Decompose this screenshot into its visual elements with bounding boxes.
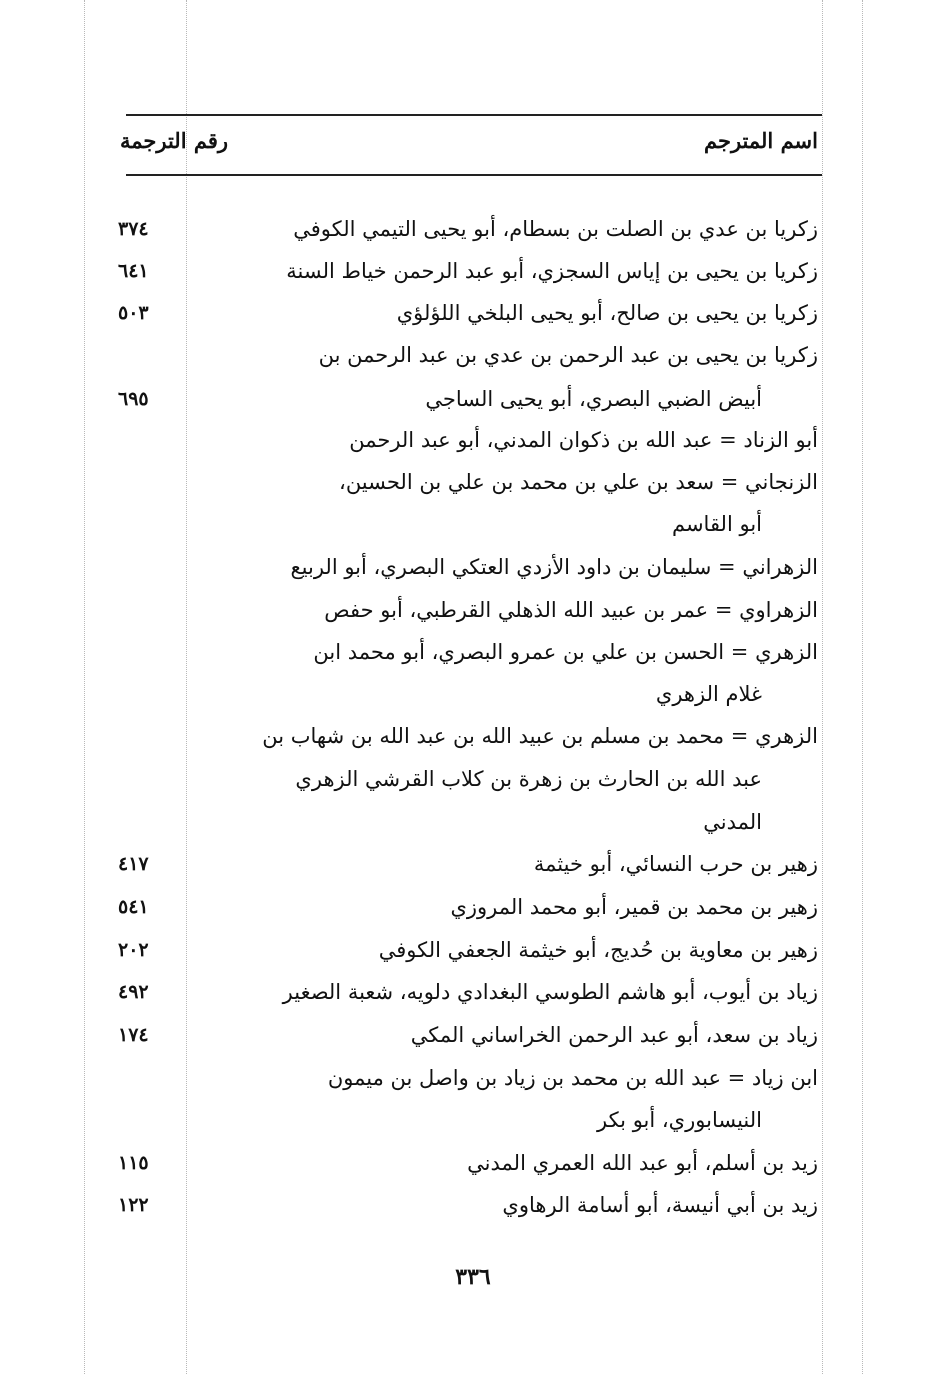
margin-guide-right xyxy=(862,0,863,1374)
header-rule-bottom xyxy=(126,174,822,176)
entry-name-continuation: أبو القاسم xyxy=(671,512,762,536)
header-rule-top xyxy=(126,114,822,116)
entry-name: زيد بن أبي أنيسة، أبو أسامة الرهاوي xyxy=(502,1193,818,1217)
column-header-name: اسم المترجم xyxy=(704,128,818,153)
entry-name: الزهري = الحسن بن علي بن عمرو البصري، أبو محمد ابن xyxy=(313,640,818,664)
entry-number: ٤١٧ xyxy=(118,853,149,875)
entry-name: ابن زياد = عبد الله بن محمد بن زياد بن واصل بن ميمون xyxy=(327,1066,818,1090)
margin-guide-inner-right xyxy=(822,0,823,1374)
entry-number: ٦٩٥ xyxy=(118,388,149,410)
entry-number: ٤٩٢ xyxy=(118,981,149,1003)
entry-name-continuation: غلام الزهري xyxy=(655,682,762,706)
entry-name: زهير بن محمد بن قمير، أبو محمد المروزي xyxy=(450,895,818,919)
entry-name: زياد بن سعد، أبو عبد الرحمن الخراساني المكي xyxy=(410,1023,818,1047)
entry-name: زهير بن معاوية بن حُديج، أبو خيثمة الجعفي الكوفي xyxy=(378,938,818,962)
margin-guide-left xyxy=(84,0,85,1374)
entry-number: ٢٠٢ xyxy=(118,939,149,961)
entry-name: الزنجاني = سعد بن علي بن محمد بن علي بن الحسين، xyxy=(339,470,818,494)
entry-number: ١٧٤ xyxy=(118,1024,149,1046)
entry-name: زهير بن حرب النسائي، أبو خيثمة xyxy=(533,852,818,876)
entry-number: ٥٠٣ xyxy=(118,302,149,324)
entry-name-continuation: عبد الله بن الحارث بن زهرة بن كلاب القرشي الزهري xyxy=(295,767,762,791)
entry-name: أبو الزناد = عبد الله بن ذكوان المدني، أبو عبد الرحمن xyxy=(349,428,818,452)
entry-name: زكريا بن يحيى بن صالح، أبو يحيى البلخي اللؤلؤي xyxy=(396,301,818,325)
entry-name: الزهراني = سليمان بن داود الأزدي العتكي البصري، أبو الربيع xyxy=(290,555,818,579)
page-number: ٣٣٦ xyxy=(455,1264,491,1290)
entry-number: ٦٤١ xyxy=(118,260,149,282)
margin-guide-inner-left xyxy=(186,0,187,1374)
entry-name: زكريا بن عدي بن الصلت بن بسطام، أبو يحيى التيمي الكوفي xyxy=(293,217,818,241)
entry-name: الزهري = محمد بن مسلم بن عبيد الله بن عبد الله بن شهاب بن xyxy=(262,724,818,748)
entry-number: ٣٧٤ xyxy=(118,218,149,240)
entry-number: ١١٥ xyxy=(118,1152,149,1174)
entry-name: زيد بن أسلم، أبو عبد الله العمري المدني xyxy=(467,1151,818,1175)
column-header-number: رقم الترجمة xyxy=(120,128,229,153)
entry-name: الزهراوي = عمر بن عبيد الله الذهلي القرطبي، أبو حفص xyxy=(324,598,818,622)
entry-name-continuation: المدني xyxy=(703,810,762,834)
entry-name: زياد بن أيوب، أبو هاشم الطوسي البغدادي دلويه، شعبة الصغير xyxy=(282,980,818,1004)
entry-name-continuation: النيسابوري، أبو بكر xyxy=(597,1108,762,1132)
entry-name-continuation: أبيض الضبي البصري، أبو يحيى الساجي xyxy=(425,387,762,411)
entry-name: زكريا بن يحيى بن عبد الرحمن بن عدي بن عبد الرحمن بن xyxy=(318,343,818,367)
entry-number: ٥٤١ xyxy=(118,896,149,918)
entry-name: زكريا بن يحيى بن إياس السجزي، أبو عبد الرحمن خياط السنة xyxy=(286,259,818,283)
entry-number: ١٢٢ xyxy=(118,1194,149,1216)
